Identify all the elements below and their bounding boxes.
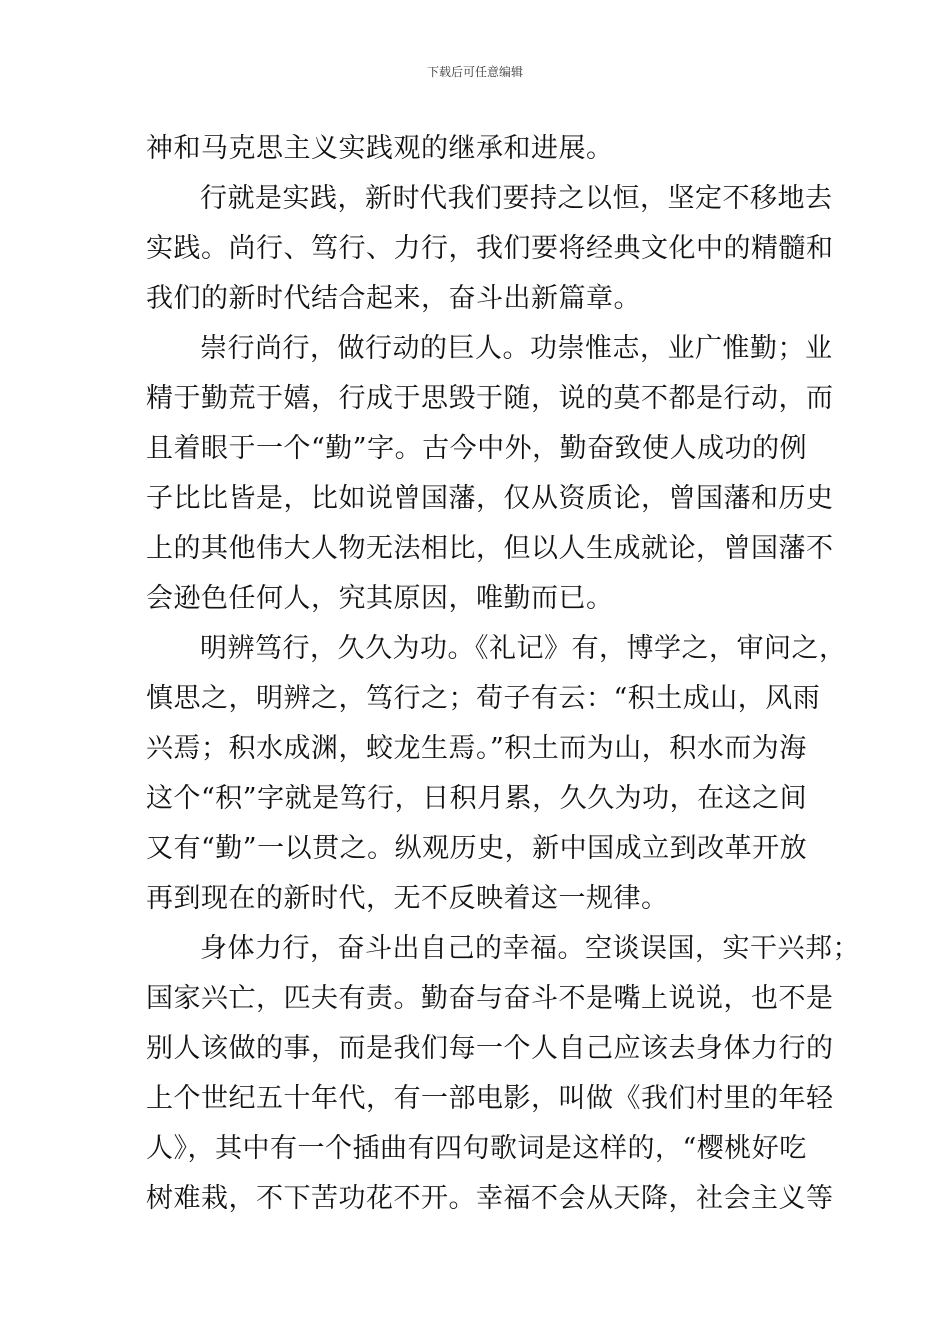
- text-line: 神和马克思主义实践观的继承和进展。: [146, 133, 614, 164]
- paragraph-first-line: 身体力行，奋斗出自己的幸福。空谈误国，实干兴邦；: [200, 933, 860, 964]
- body-text: [146, 124, 860, 1224]
- text-line: 上的其他伟大人物无法相比，但以人生成就论，曾国藩不: [146, 533, 834, 564]
- text-line: 这个“积”字就是笃行，日积月累，久久为功，在这之间: [146, 783, 808, 814]
- text-line: 兴焉；积水成渊，蛟龙生焉。”积土而为山，积水而为海: [146, 733, 807, 764]
- text-line: 上个世纪五十年代，有一部电影，叫做《我们村里的年轻: [146, 1083, 834, 1114]
- text-line: 树难栽，不下苦功花不开。幸福不会从天降，社会主义等: [146, 1183, 834, 1214]
- text-line: 别人该做的事，而是我们每一个人自己应该去身体力行的: [146, 1033, 834, 1064]
- text-line: 且着眼于一个“勤”字。古今中外，勤奋致使人成功的例: [146, 433, 808, 464]
- text-line: 精于勤荒于嬉，行成于思毁于随，说的莫不都是行动，而: [146, 383, 834, 414]
- text-line: 再到现在的新时代，无不反映着这一规律。: [146, 883, 669, 914]
- text-line: 慎思之，明辨之，笃行之；荀子有云：“积土成山，风雨: [146, 683, 821, 714]
- paragraph-first-line: 明辨笃行，久久为功。《礼记》有，博学之，审问之，: [200, 633, 847, 664]
- paragraph-first-line: 崇行尚行，做行动的巨人。功崇惟志，业广惟勤；业: [200, 333, 833, 364]
- page-header: 下载后可任意编辑: [426, 65, 523, 79]
- text-line: 实践。尚行、笃行、力行，我们要将经典文化中的精髓和: [146, 233, 834, 264]
- text-line: 会逊色任何人，究其原因，唯勤而已。: [146, 583, 614, 614]
- text-line: 我们的新时代结合起来，奋斗出新篇章。: [146, 283, 641, 314]
- text-line: 又有“勤”一以贯之。纵观历史，新中国成立到改革开放: [146, 833, 808, 864]
- text-line: 人》，其中有一个插曲有四句歌词是这样的，“樱桃好吃: [146, 1133, 807, 1164]
- text-line: 子比比皆是，比如说曾国藩，仅从资质论，曾国藩和历史: [146, 483, 834, 514]
- paragraph-first-line: 行就是实践，新时代我们要持之以恒，坚定不移地去: [200, 183, 833, 214]
- text-line: 国家兴亡，匹夫有责。勤奋与奋斗不是嘴上说说，也不是: [146, 983, 834, 1014]
